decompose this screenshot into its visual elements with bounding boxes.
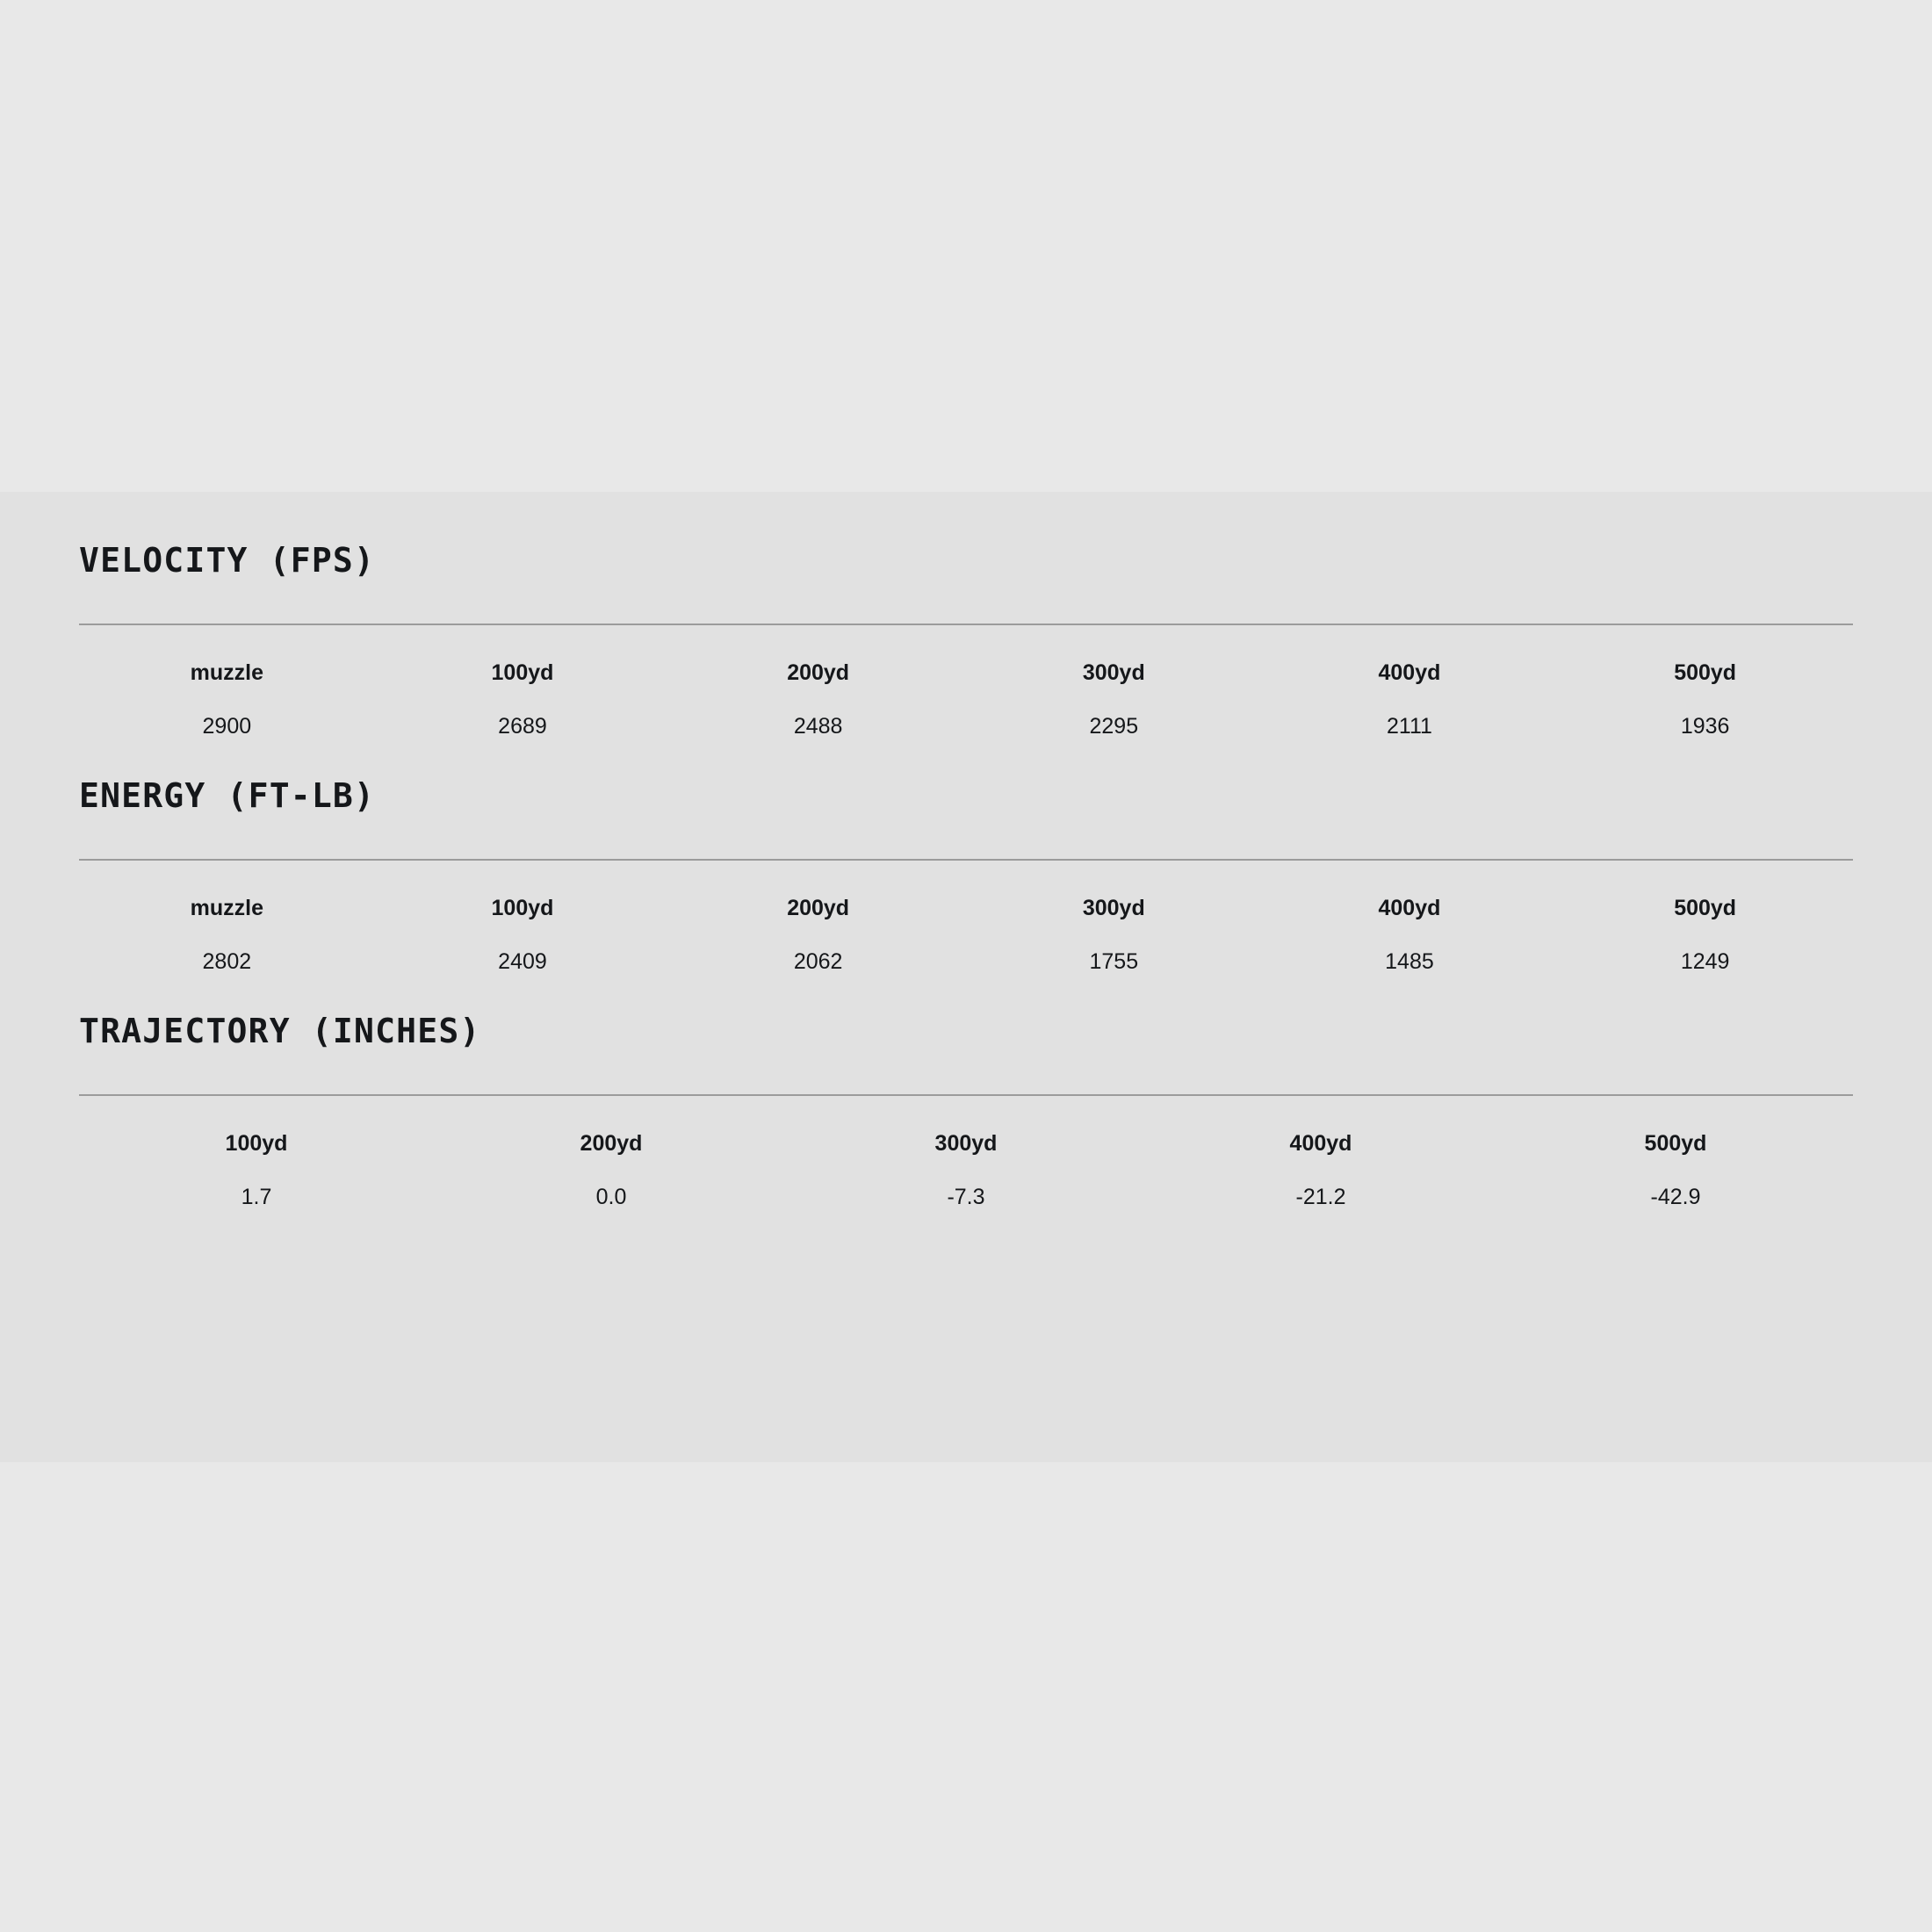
trajectory-header-row xyxy=(79,1095,1853,1167)
velocity-section-title: VELOCITY (FPS) xyxy=(79,541,376,580)
energy-header-cell: 500yd xyxy=(1557,860,1853,932)
trajectory-value-cell: -7.3 xyxy=(947,1185,985,1209)
trajectory-header-cell: 200yd xyxy=(434,1095,789,1167)
velocity-value-cell: 1936 xyxy=(1680,714,1730,739)
velocity-header-row xyxy=(79,624,1853,696)
trajectory-value-cell: -21.2 xyxy=(1295,1185,1346,1209)
velocity-header-cell: 400yd xyxy=(1262,624,1558,696)
trajectory-value-cell: -42.9 xyxy=(1650,1185,1701,1209)
spec-tables-container xyxy=(79,492,1853,1210)
table-row xyxy=(79,696,1853,739)
energy-header-cell: 400yd xyxy=(1262,860,1558,932)
trajectory-table xyxy=(79,1094,1853,1210)
energy-value-cell: 2062 xyxy=(793,949,843,974)
energy-value-cell: 2802 xyxy=(202,949,252,974)
energy-header-cell: 200yd xyxy=(670,860,966,932)
energy-value-cell: 1249 xyxy=(1680,949,1730,974)
velocity-header-cell: 200yd xyxy=(670,624,966,696)
velocity-value-cell: 2488 xyxy=(793,714,843,739)
velocity-value-cell: 2900 xyxy=(202,714,252,739)
section-trajectory xyxy=(79,975,1853,1210)
trajectory-section-title: TRAJECTORY (INCHES) xyxy=(79,1012,481,1050)
trajectory-header-cell: 500yd xyxy=(1498,1095,1853,1167)
velocity-header-cell: 300yd xyxy=(966,624,1262,696)
energy-value-cell: 1755 xyxy=(1089,949,1139,974)
trajectory-header-cell: 300yd xyxy=(789,1095,1143,1167)
energy-value-cell: 1485 xyxy=(1385,949,1434,974)
velocity-header-cell: 500yd xyxy=(1557,624,1853,696)
energy-section-title: ENERGY (FT-LB) xyxy=(79,776,376,815)
velocity-header-cell: 100yd xyxy=(375,624,671,696)
velocity-value-cell: 2295 xyxy=(1089,714,1139,739)
trajectory-value-cell: 0.0 xyxy=(595,1185,627,1209)
energy-table xyxy=(79,859,1853,975)
table-row xyxy=(79,1167,1853,1210)
trajectory-value-cell: 1.7 xyxy=(241,1185,272,1209)
section-energy xyxy=(79,739,1853,975)
energy-header-cell: muzzle xyxy=(79,860,375,932)
velocity-table xyxy=(79,624,1853,739)
table-row xyxy=(79,932,1853,975)
section-velocity xyxy=(79,492,1853,739)
energy-header-cell: 300yd xyxy=(966,860,1262,932)
velocity-header-cell: muzzle xyxy=(79,624,375,696)
velocity-value-cell: 2689 xyxy=(498,714,547,739)
energy-header-cell: 100yd xyxy=(375,860,671,932)
trajectory-header-cell: 100yd xyxy=(79,1095,434,1167)
energy-header-row xyxy=(79,860,1853,932)
energy-value-cell: 2409 xyxy=(498,949,547,974)
velocity-value-cell: 2111 xyxy=(1387,714,1432,739)
trajectory-header-cell: 400yd xyxy=(1143,1095,1498,1167)
